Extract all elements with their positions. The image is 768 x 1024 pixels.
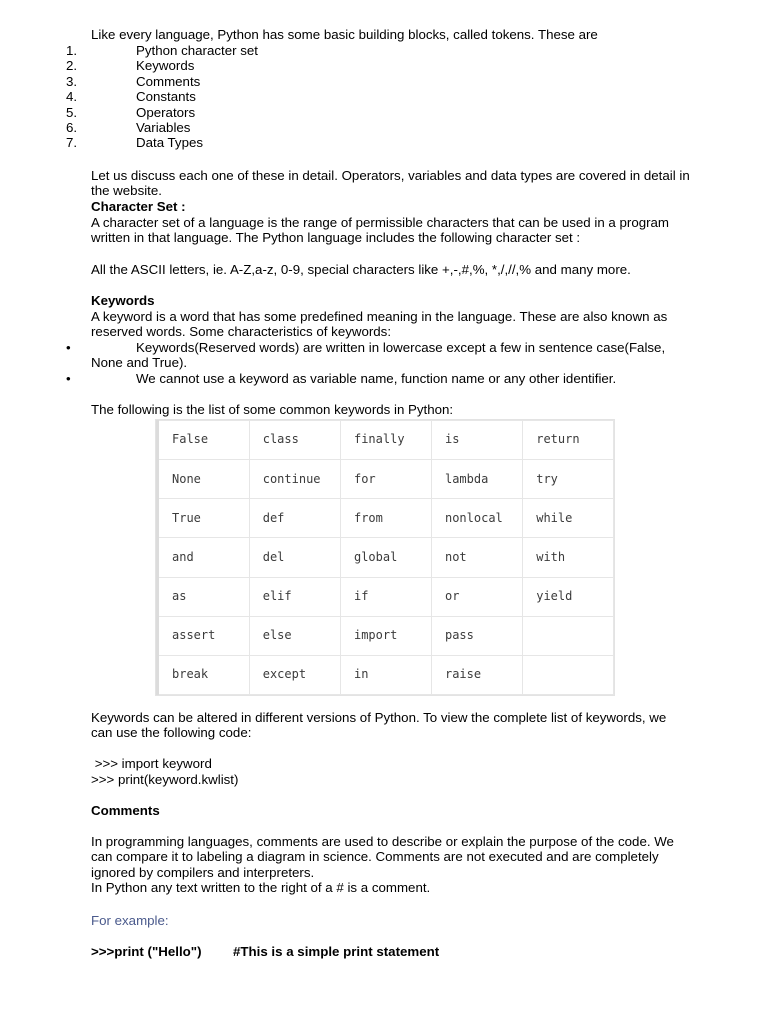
example-label: For example: xyxy=(91,913,169,928)
keyword-cell: else xyxy=(249,616,340,655)
keyword-cell: try xyxy=(523,460,614,499)
charset-paragraph: A character set of a language is the range of permissible characters that can be used in a program written in that language. The Python language includes the following character set : xyxy=(91,215,670,246)
keyword-cell: except xyxy=(249,655,340,694)
ascii-paragraph: All the ASCII letters, ie. A-Z,a-z, 0-9, special characters like +,-,#,%, *,/,//,% and many more. xyxy=(91,262,631,277)
table-row xyxy=(158,421,614,460)
table-row xyxy=(158,655,614,694)
token-number: 5. xyxy=(66,104,78,120)
token-number: 2. xyxy=(66,58,78,74)
keyword-cell: import xyxy=(340,616,431,655)
token-label: Keywords xyxy=(136,58,195,74)
token-label: Python character set xyxy=(136,43,258,58)
table-row xyxy=(158,460,614,499)
keyword-cell: finally xyxy=(340,421,431,460)
keyword-cell: raise xyxy=(431,655,522,694)
keyword-cell: None xyxy=(158,460,250,499)
bullet-item-line: None and True). xyxy=(91,355,188,370)
keyword-cell: False xyxy=(158,421,250,460)
keyword-cell: True xyxy=(158,499,250,538)
keyword-cell: if xyxy=(340,577,431,616)
keyword-cell: assert xyxy=(158,616,250,655)
keyword-cell: in xyxy=(340,655,431,694)
keyword-cell: del xyxy=(249,538,340,577)
versions-paragraph: Keywords can be altered in different versions of Python. To view the complete list of keywords, we can use the following code: xyxy=(91,710,667,741)
token-label: Variables xyxy=(136,120,191,135)
keywords-heading: Keywords xyxy=(91,293,155,308)
keyword-cell: with xyxy=(523,538,614,577)
table-row xyxy=(158,577,614,616)
keyword-cell xyxy=(523,655,614,694)
keyword-cell: def xyxy=(249,499,340,538)
bullet-item-line: Keywords(Reserved words) are written in lowercase except a few in sentence case(False, xyxy=(136,340,666,355)
keyword-cell: from xyxy=(340,499,431,538)
keyword-cell: continue xyxy=(249,460,340,499)
bullet-item-line: We cannot use a keyword as variable name, function name or any other identifier. xyxy=(136,371,617,386)
example-comment: #This is a simple print statement xyxy=(233,944,440,959)
keyword-cell: nonlocal xyxy=(431,499,522,538)
keyword-cell: or xyxy=(431,577,522,616)
keywords-table xyxy=(156,420,614,695)
keyword-cell: lambda xyxy=(431,460,522,499)
keyword-cell: not xyxy=(431,538,522,577)
example-code: >>>print ("Hello") xyxy=(91,944,202,959)
keyword-cell: pass xyxy=(431,616,522,655)
keywords-paragraph: A keyword is a word that has some predefined meaning in the language. These are also known as reserved words. Some characteristics of keywords: xyxy=(91,309,668,340)
bullet-dot: • xyxy=(66,371,71,386)
table-row xyxy=(158,538,614,577)
keyword-cell: while xyxy=(523,499,614,538)
keyword-cell: break xyxy=(158,655,250,694)
keyword-cell: as xyxy=(158,577,250,616)
keyword-cell: return xyxy=(523,421,614,460)
table-row xyxy=(158,616,614,655)
keyword-cell xyxy=(523,616,614,655)
token-number: 4. xyxy=(66,89,78,105)
token-number: 1. xyxy=(66,43,78,58)
token-label: Comments xyxy=(136,73,201,89)
code-line: >>> import keyword xyxy=(91,756,212,771)
token-label: Constants xyxy=(136,89,196,105)
table-row xyxy=(158,499,614,538)
keyword-list-intro: The following is the list of some common keywords in Python: xyxy=(91,402,454,417)
token-number: 7. xyxy=(66,135,78,151)
keyword-cell: and xyxy=(158,538,250,577)
charset-heading: Character Set : xyxy=(91,199,186,214)
code-line: >>> print(keyword.kwlist) xyxy=(91,772,239,787)
keyword-cell: yield xyxy=(523,577,614,616)
token-number: 6. xyxy=(66,120,78,135)
token-number: 3. xyxy=(66,73,78,89)
token-label: Data Types xyxy=(136,135,204,151)
keyword-cell: is xyxy=(431,421,522,460)
comments-paragraph: In programming languages, comments are used to describe or explain the purpose of the code. We can compare it to labeling a diagram in science. Comments are not executed and are completely ignored by compilers and interpreters. xyxy=(91,834,674,880)
discuss-paragraph: Let us discuss each one of these in detail. Operators, variables and data types are covered in detail in the website. xyxy=(91,168,690,199)
bullet-dot: • xyxy=(66,340,71,355)
keyword-cell: elif xyxy=(249,577,340,616)
hash-paragraph: In Python any text written to the right of a # is a comment. xyxy=(91,880,431,895)
comments-heading: Comments xyxy=(91,803,160,818)
keyword-cell: for xyxy=(340,460,431,499)
intro-paragraph: Like every language, Python has some basic building blocks, called tokens. These are xyxy=(91,27,598,42)
keyword-cell: global xyxy=(340,538,431,577)
keyword-cell: class xyxy=(249,421,340,460)
token-label: Operators xyxy=(136,104,196,120)
